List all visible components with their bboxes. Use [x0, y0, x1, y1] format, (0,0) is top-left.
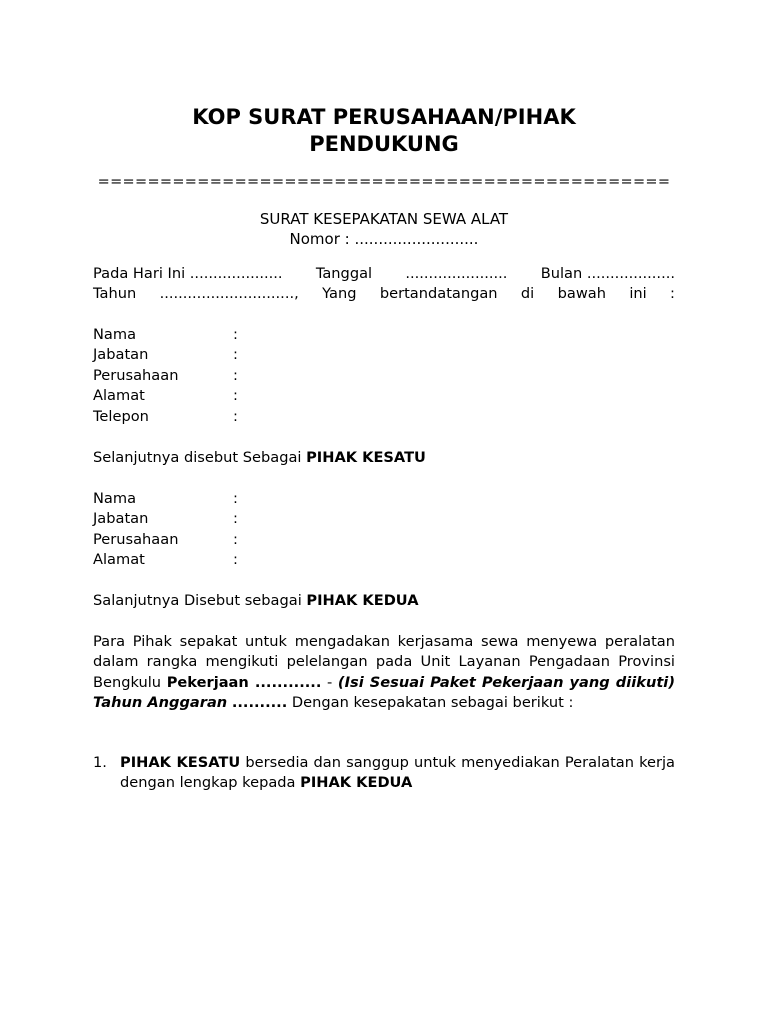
field-label: Perusahaan [93, 530, 179, 548]
field-row [93, 509, 675, 529]
agreement-closing: Dengan kesepakatan sebagai berikut : [291, 694, 574, 712]
field-label: Jabatan [93, 346, 149, 364]
document-heading [0, 209, 768, 249]
intro-word: bawah [557, 285, 606, 303]
separator-line: ============================================== [97, 174, 671, 190]
intro-word: ini [629, 285, 647, 303]
field-label: Nama [93, 326, 137, 343]
agreement-package-note: (Isi Sesuai Paket Pekerjaan yang diikuti) Tahun Anggaran [93, 673, 675, 712]
letterhead-title-line1: KOP SURAT PERUSAHAAN/PIHAK [192, 105, 576, 129]
field-label: Alamat [93, 551, 145, 569]
field-row [93, 345, 675, 365]
party1-designation: PIHAK KESATU [306, 449, 426, 466]
field-colon: : [233, 490, 238, 507]
document-title: SURAT KESEPAKATAN SEWA ALAT [259, 210, 509, 228]
field-row [93, 489, 675, 509]
party2-statement [93, 591, 675, 611]
list-item-body [120, 753, 675, 794]
agreement-dash: - [327, 673, 333, 691]
field-colon: : [233, 551, 238, 569]
party1-fields [93, 325, 675, 427]
list-item-text: bersedia dan sanggup untuk menyediakan Peralatan kerja dengan lengkap kepada [120, 754, 675, 792]
party1-statement-text: Selanjutnya disebut Sebagai [93, 449, 302, 466]
list-item-party2: PIHAK KEDUA [300, 774, 413, 792]
list-item-party1: PIHAK KESATU [120, 754, 241, 771]
agreement-paragraph [93, 632, 675, 714]
field-colon: : [233, 326, 238, 343]
intro-word: ............................., [159, 285, 299, 303]
letterhead-title-line2: PENDUKUNG [309, 132, 459, 156]
intro-word: Yang [322, 285, 357, 303]
field-colon: : [233, 530, 238, 548]
intro-line-2 [93, 284, 675, 304]
intro-word: di [520, 285, 535, 303]
field-label: Telepon [93, 407, 149, 425]
field-colon: : [233, 387, 238, 405]
agreement-text: Para Pihak sepakat untuk mengadakan kerjasama sewa menyewa peralatan dalam rangka mengikuti pelelangan pada Unit Layanan Pengadaan Provinsi Bengkulu [93, 633, 675, 691]
document-number: Nomor : .......................... [289, 230, 479, 248]
field-label: Perusahaan [93, 366, 179, 384]
party2-designation: PIHAK KEDUA [306, 592, 419, 609]
field-row [93, 530, 675, 550]
field-colon: : [233, 510, 238, 528]
intro-month: Bulan ................... [540, 265, 675, 282]
intro-word: : [670, 285, 675, 303]
terms-list [93, 753, 675, 794]
intro-word: Tahun [93, 285, 137, 303]
field-label: Jabatan [93, 510, 149, 528]
field-row [93, 386, 675, 406]
field-row [93, 325, 675, 345]
field-colon: : [233, 366, 238, 384]
field-row [93, 407, 675, 427]
letterhead-title [0, 104, 768, 158]
field-row [93, 550, 675, 570]
field-label: Alamat [93, 387, 145, 405]
intro-word: bertandatangan [379, 285, 498, 303]
field-colon: : [233, 407, 238, 425]
intro-day: Pada Hari Ini .................... [93, 265, 283, 282]
intro-line-1 [93, 264, 675, 284]
intro-date-label: Tanggal [315, 265, 373, 282]
intro-paragraph [93, 264, 675, 305]
field-row [93, 366, 675, 386]
field-colon: : [233, 346, 238, 364]
agreement-year-dots: .......... [231, 694, 288, 712]
agreement-work-label: Pekerjaan ............ [166, 673, 322, 691]
party2-fields [93, 489, 675, 571]
list-item [93, 753, 675, 794]
intro-date-dots: ...................... [405, 265, 508, 282]
list-item-number: 1. [93, 754, 107, 771]
party1-statement [93, 448, 675, 468]
field-label: Nama [93, 490, 137, 507]
party2-statement-text: Salanjutnya Disebut sebagai [93, 592, 302, 609]
